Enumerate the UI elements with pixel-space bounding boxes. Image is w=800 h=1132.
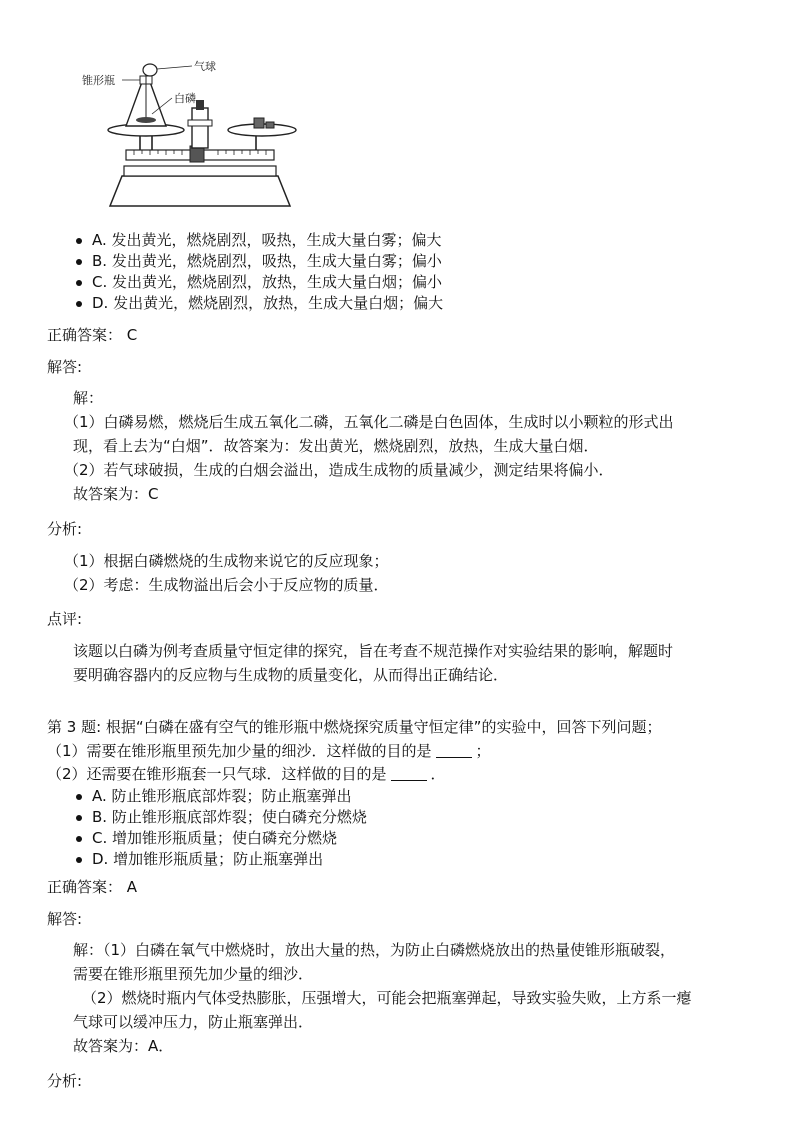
q2-analysis-label: 分析: — [47, 520, 83, 538]
q3-solution-line-2: 需要在锥形瓶里预先加少量的细沙． — [73, 965, 314, 983]
q2-correct-answer: 正确答案： C — [47, 326, 138, 344]
q2-comment-label: 点评: — [47, 610, 83, 628]
q3-solution-line-3: （2）燃烧时瓶内气体受热膨胀，压强增大，可能会把瓶塞弹起，导致实验失败，上方系一瘪 — [82, 989, 692, 1007]
q2-option-a: A. 发出黄光，燃烧剧烈，吸热，生成大量白雾；偏大 — [76, 230, 443, 251]
q2-solution-line-2: （1）白磷易燃，燃烧后生成五氧化二磷，五氧化二磷是白色固体，生成时以小颗粒的形式出 — [64, 413, 674, 431]
q3-solution-line-4: 气球可以缓冲压力，防止瓶塞弹出． — [73, 1013, 314, 1031]
q2-analysis-line-2: （2）考虑：生成物溢出后会小于反应物的质量． — [64, 576, 389, 594]
q3-sub1-blank — [436, 743, 472, 758]
balance-figure — [80, 58, 320, 208]
q2-comment-line-2: 要明确容器内的反应物与生成物的质量变化，从而得出正确结论． — [73, 666, 509, 684]
q2-options-list — [76, 230, 443, 314]
q3-options-list — [76, 786, 367, 870]
q3-correct-answer: 正确答案： A — [47, 878, 138, 896]
q2-option-c: C. 发出黄光，燃烧剧烈，放热，生成大量白烟；偏小 — [76, 272, 443, 293]
q2-solution-line-3: 现，看上去为“白烟”．故答案为：发出黄光，燃烧剧烈，放热，生成大量白烟． — [73, 437, 599, 455]
q2-option-b: B. 发出黄光，燃烧剧烈，吸热，生成大量白雾；偏小 — [76, 251, 443, 272]
q3-option-c: C. 增加锥形瓶质量；使白磷充分燃烧 — [76, 828, 367, 849]
q2-option-d: D. 发出黄光，燃烧剧烈，放热，生成大量白烟；偏大 — [76, 293, 443, 314]
q3-title: 第 3 题: 根据“白磷在盛有空气的锥形瓶中燃烧探究质量守恒定律”的实验中，回答下列问题； — [47, 718, 662, 736]
balance-illustration — [80, 58, 320, 208]
q3-solution-line-1: 解：（1）白磷在氧气中燃烧时，放出大量的热，为防止白磷燃烧放出的热量使锥形瓶破裂， — [73, 941, 676, 959]
q3-option-a: A. 防止锥形瓶底部炸裂；防止瓶塞弹出 — [76, 786, 367, 807]
q3-sub2-end: ． — [430, 765, 446, 783]
q3-analysis-label: 分析: — [47, 1072, 83, 1090]
q3-sub1-text: （1）需要在锥形瓶里预先加少量的细沙．这样做的目的是 — [47, 742, 432, 760]
q3-sub1-end: ； — [475, 742, 491, 760]
label-phosphorus: 白磷 — [174, 92, 196, 105]
q2-analysis-line-1: （1）根据白磷燃烧的生成物来说它的反应现象； — [64, 552, 389, 570]
q2-solution-line-5: 故答案为：C — [73, 485, 159, 503]
q3-option-d: D. 增加锥形瓶质量；防止瓶塞弹出 — [76, 849, 367, 870]
q2-solution-line-4: （2）若气球破损，生成的白烟会溢出，造成生成物的质量减少，测定结果将偏小． — [64, 461, 614, 479]
q3-solution-label: 解答: — [47, 910, 83, 928]
label-balloon: 气球 — [194, 60, 216, 73]
q3-sub2-blank — [391, 766, 427, 781]
q3-sub-question-1 — [47, 740, 491, 762]
q3-option-b: B. 防止锥形瓶底部炸裂；使白磷充分燃烧 — [76, 807, 367, 828]
q3-sub2-text: （2）还需要在锥形瓶套一只气球．这样做的目的是 — [47, 765, 387, 783]
q2-comment-line-1: 该题以白磷为例考查质量守恒定律的探究，旨在考查不规范操作对实验结果的影响，解题时 — [73, 642, 674, 660]
q2-solution-line-1: 解： — [73, 389, 104, 407]
q3-solution-line-5: 故答案为：A． — [73, 1037, 174, 1055]
q3-sub-question-2 — [47, 763, 446, 785]
label-flask: 锥形瓶 — [82, 74, 115, 87]
q2-solution-label: 解答: — [47, 358, 83, 376]
